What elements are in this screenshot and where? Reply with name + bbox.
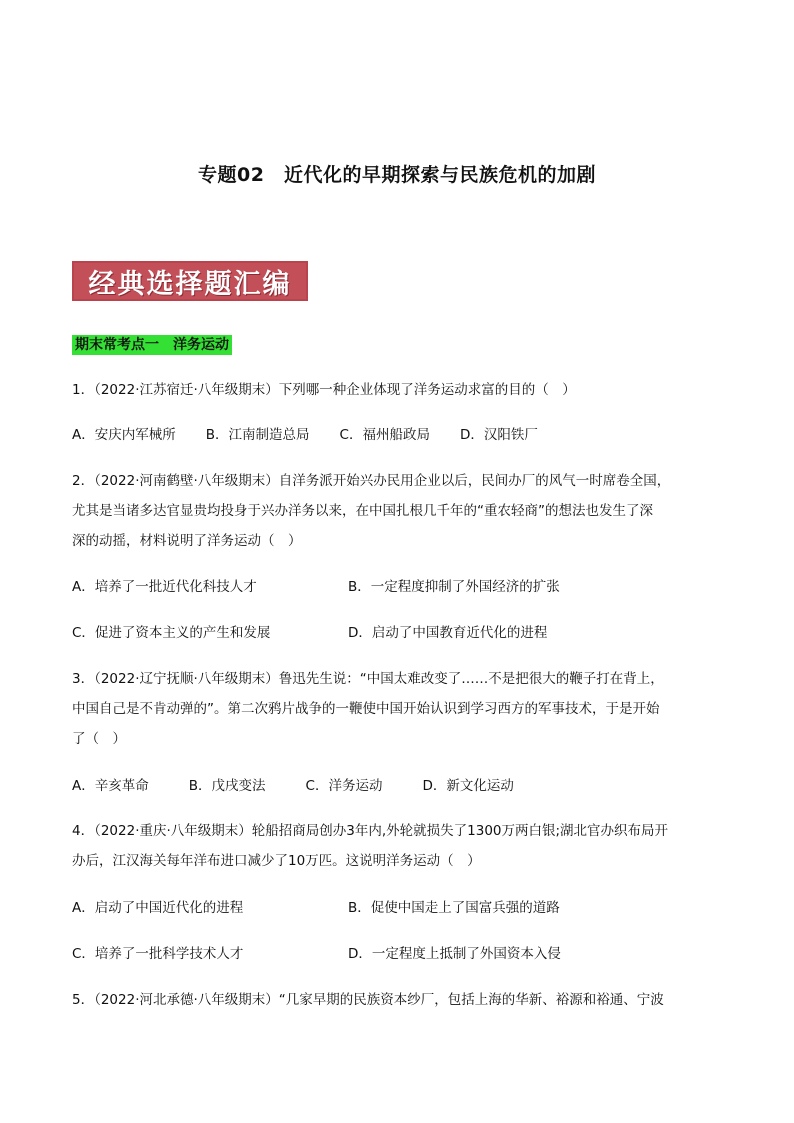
question-3-line-1: 3．（2022·辽宁抚顺·八年级期末）鲁迅先生说：“中国太难改变了……不是把很大的鞭子打在背上，: [72, 671, 664, 687]
question-4-options-row-2: [72, 944, 732, 964]
question-4-option-b: B．促使中国走上了国富兵强的道路: [348, 900, 560, 916]
question-1-option-c: C．福州船政局: [339, 427, 430, 443]
question-5-line-1: 5．（2022·河北承德·八年级期末）“几家早期的民族资本纱厂，包括上海的华新、裕源和裕通、宁波: [72, 992, 664, 1008]
section-banner: [72, 261, 308, 301]
question-2-line-1: 2．（2022·河南鹤壁·八年级期末）自洋务派开始兴办民用企业以后，民间办厂的风气一时席卷全国，: [72, 473, 671, 489]
question-2-option-b: B．一定程度抑制了外国经济的扩张: [348, 579, 560, 595]
question-3-line-3: 了（ ）: [72, 731, 126, 747]
question-2-line-2: 尤其是当诸多达官显贵均投身于兴办洋务以来，在中国扎根几千年的“重农轻商”的想法也发生了深: [72, 503, 653, 519]
question-4-options-row-1: [72, 898, 732, 918]
question-3: [72, 669, 732, 749]
page-title: 专题02 近代化的早期探索与民族危机的加剧: [198, 164, 596, 186]
question-2-option-a: A．培养了一批近代化科技人才: [72, 579, 257, 595]
banner-label: 经典选择题汇编: [88, 268, 292, 300]
question-2-options-row-2: [72, 623, 732, 643]
question-1-option-a: A．安庆内军械所: [72, 427, 176, 443]
section-heading: 期末常考点一 洋务运动: [72, 335, 232, 355]
question-4-option-a: A．启动了中国近代化的进程: [72, 900, 244, 916]
question-4: [72, 821, 732, 871]
question-4-option-c: C．培养了一批科学技术人才: [72, 946, 244, 962]
question-2-options-row-1: [72, 577, 732, 597]
question-1: [72, 380, 732, 400]
question-3-option-b: B．戊戌变法: [188, 778, 266, 794]
question-3-line-2: 中国自己是不肯动弹的”。第二次鸦片战争的一鞭使中国开始认识到学习西方的军事技术，于是开始: [72, 701, 660, 717]
question-3-option-a: A．辛亥革命: [72, 778, 149, 794]
question-2-option-d: D．启动了中国教育近代化的进程: [348, 625, 548, 641]
question-5: [72, 990, 732, 1010]
question-2-option-c: C．促进了资本主义的产生和发展: [72, 625, 271, 641]
question-1-option-b: B．江南制造总局: [205, 427, 310, 443]
question-3-options: [72, 776, 732, 796]
question-1-options: [72, 425, 732, 445]
question-2-line-3: 深的动摇，材料说明了洋务运动（ ）: [72, 533, 302, 549]
question-3-option-c: C．洋务运动: [305, 778, 383, 794]
question-4-line-1: 4．（2022·重庆·八年级期末）轮船招商局创办3年内,外轮就损失了1300万两白银;湖北官办织布局开: [72, 823, 669, 839]
question-4-option-d: D．一定程度上抵制了外国资本入侵: [348, 946, 561, 962]
question-1-option-d: D．汉阳铁厂: [459, 427, 538, 443]
question-3-option-d: D．新文化运动: [422, 778, 514, 794]
question-4-line-2: 办后，江汉海关每年洋布进口减少了10万匹。这说明洋务运动（ ）: [72, 853, 481, 869]
question-2: [72, 471, 732, 551]
question-1-line-1: 1．（2022·江苏宿迁·八年级期末）下列哪一种企业体现了洋务运动求富的目的（ ）: [72, 382, 576, 398]
